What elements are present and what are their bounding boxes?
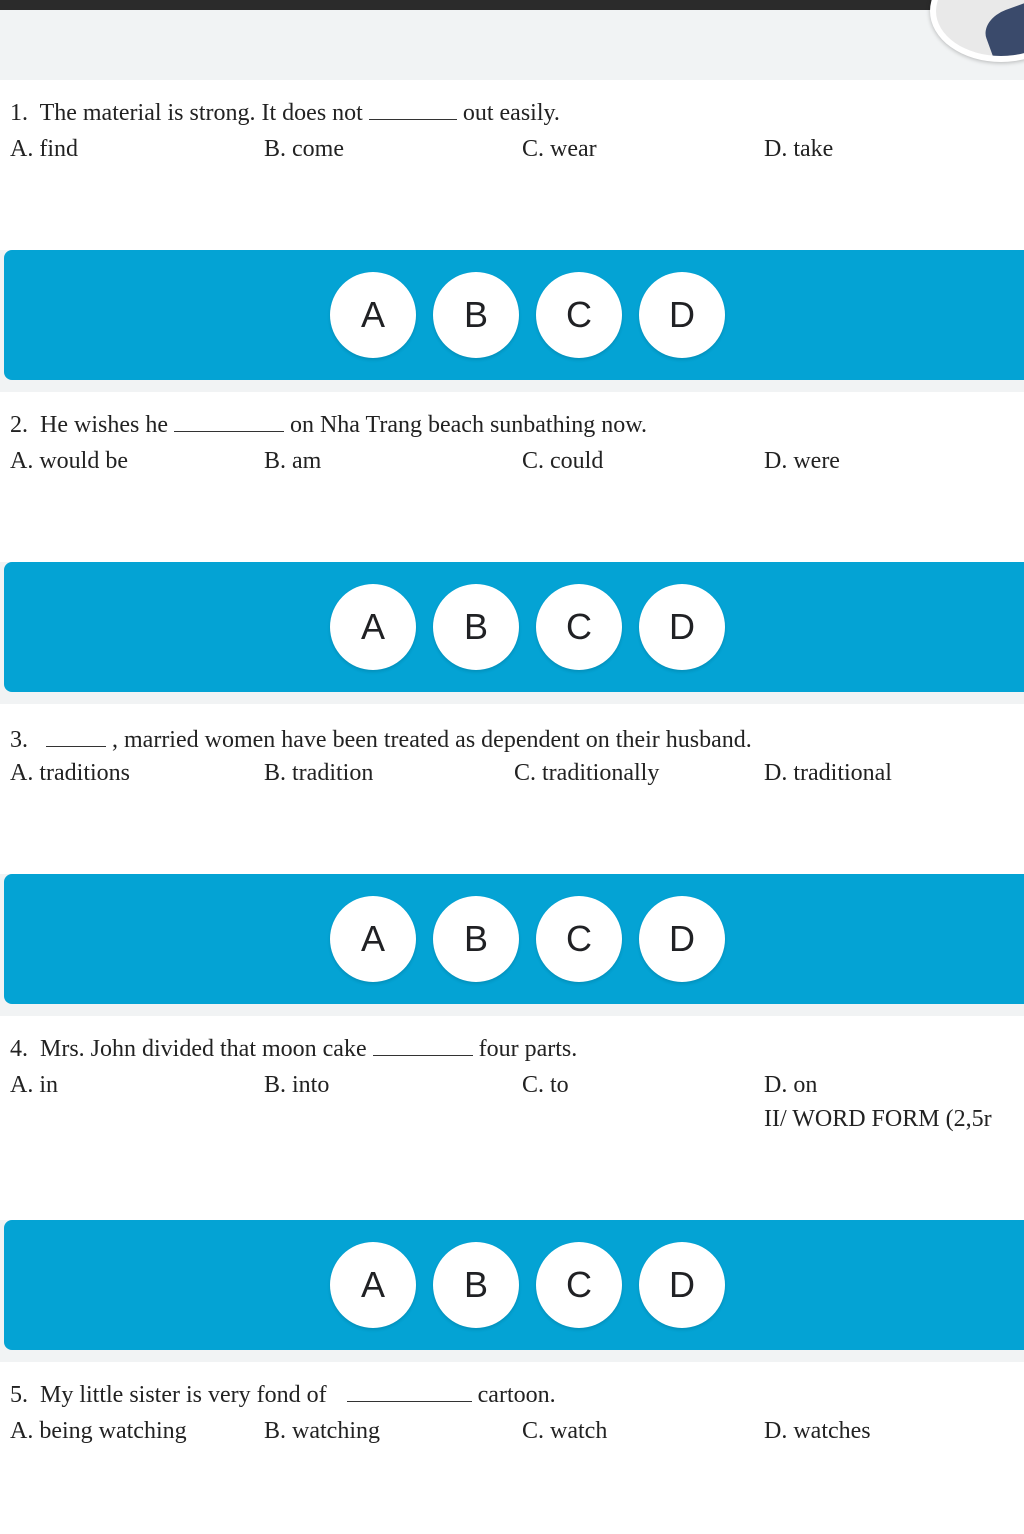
question-card-3 <box>0 704 1024 874</box>
question-1-text: 1. The material is strong. It does not out easily. <box>10 100 560 126</box>
option-a: A. in <box>10 1072 58 1098</box>
question-card-2 <box>0 392 1024 562</box>
option-c: C. could <box>522 448 604 474</box>
option-d: D. take <box>764 136 834 162</box>
answer-blank <box>369 101 457 120</box>
option-a: A. traditions <box>10 760 130 786</box>
top-bar <box>0 0 1024 10</box>
option-d: D. on <box>764 1072 818 1098</box>
answer-button-c[interactable]: C <box>536 272 622 358</box>
answer-blank <box>347 1383 472 1402</box>
answer-button-a[interactable]: A <box>330 1242 416 1328</box>
option-b: B. come <box>264 136 344 162</box>
option-b: B. watching <box>264 1418 380 1444</box>
question-card-1 <box>0 80 1024 250</box>
question-5-text: 5. My little sister is very fond of cartoon. <box>10 1382 556 1408</box>
answer-bar-2 <box>4 562 1024 692</box>
answer-button-d[interactable]: D <box>639 1242 725 1328</box>
answer-button-b[interactable]: B <box>433 584 519 670</box>
answer-button-c[interactable]: C <box>536 1242 622 1328</box>
question-3-text: 3. , married women have been treated as dependent on their husband. <box>10 727 752 753</box>
option-c: C. traditionally <box>514 760 660 786</box>
option-d: D. watches <box>764 1418 871 1444</box>
option-b: B. into <box>264 1072 330 1098</box>
answer-button-a[interactable]: A <box>330 272 416 358</box>
option-b: B. am <box>264 448 322 474</box>
answer-blank <box>174 413 284 432</box>
answer-button-d[interactable]: D <box>639 896 725 982</box>
option-a: A. find <box>10 136 78 162</box>
option-d: D. were <box>764 448 840 474</box>
option-c: C. to <box>522 1072 569 1098</box>
answer-button-d[interactable]: D <box>639 272 725 358</box>
answer-button-c[interactable]: C <box>536 584 622 670</box>
answer-blank <box>46 728 106 747</box>
answer-button-b[interactable]: B <box>433 272 519 358</box>
option-d: D. traditional <box>764 760 892 786</box>
question-4-text: 4. Mrs. John divided that moon cake four parts. <box>10 1036 578 1062</box>
avatar[interactable] <box>930 0 1024 62</box>
answer-button-b[interactable]: B <box>433 896 519 982</box>
answer-button-a[interactable]: A <box>330 896 416 982</box>
option-c: C. wear <box>522 136 597 162</box>
answer-button-b[interactable]: B <box>433 1242 519 1328</box>
answer-button-d[interactable]: D <box>639 584 725 670</box>
answer-button-a[interactable]: A <box>330 584 416 670</box>
question-card-4 <box>0 1016 1024 1220</box>
option-b: B. tradition <box>264 760 374 786</box>
answer-bar-1 <box>4 250 1024 380</box>
option-a: A. being watching <box>10 1418 187 1444</box>
question-2-text: 2. He wishes he on Nha Trang beach sunbathing now. <box>10 412 648 438</box>
question-card-5 <box>0 1362 1024 1534</box>
option-c: C. watch <box>522 1418 608 1444</box>
section-heading-word-form: II/ WORD FORM (2,5r <box>764 1106 992 1132</box>
answer-bar-4 <box>4 1220 1024 1350</box>
option-a: A. would be <box>10 448 128 474</box>
answer-bar-3 <box>4 874 1024 1004</box>
answer-blank <box>373 1037 473 1056</box>
answer-button-c[interactable]: C <box>536 896 622 982</box>
